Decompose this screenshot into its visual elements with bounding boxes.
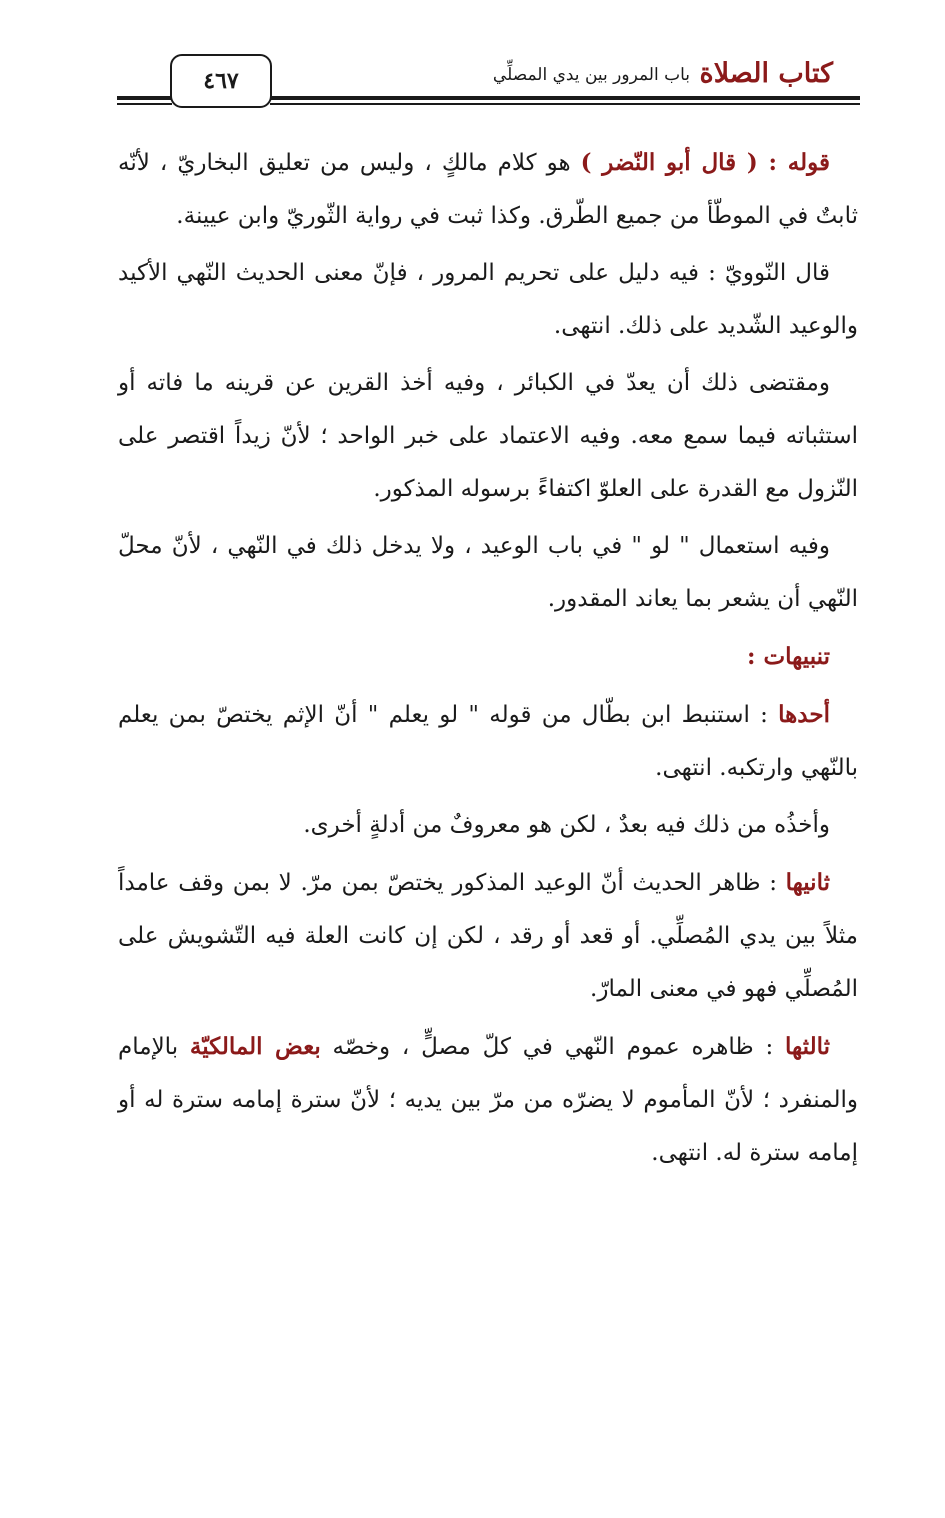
paragraph bbox=[118, 688, 858, 795]
paragraph-text: : استنبط ابن بطّال من قوله " لو يعلم " أنّ الإثم يختصّ بمن يعلم بالنّهي وارتكبه. انتهى. bbox=[118, 702, 858, 781]
paragraph-lead: ثانيها bbox=[785, 869, 830, 896]
book-title: كتاب الصلاة bbox=[699, 58, 833, 89]
paragraph bbox=[118, 520, 858, 626]
paragraph-lead: أحدها bbox=[778, 701, 830, 728]
paragraph bbox=[118, 247, 858, 353]
page-number-box bbox=[170, 54, 272, 108]
paragraph-text: : ظاهره عموم النّهي في كلّ مصلٍّ ، وخصّه bbox=[320, 1034, 786, 1060]
main-text bbox=[118, 136, 858, 1184]
paragraph-text: : ظاهر الحديث أنّ الوعيد المذكور يختصّ بمن مرّ. لا بمن وقف عامداً مثلاً بين يدي المُصلِّي. أو قعد أو رقد ، لكن إن كانت العلة فيه التّشويش على المُصلِّي فهو في معنى المارّ. bbox=[118, 870, 858, 1002]
section-heading-text: تنبيهات : bbox=[747, 643, 830, 670]
paragraph-highlight: بعض المالكيّة bbox=[189, 1033, 321, 1060]
page-header bbox=[0, 0, 945, 110]
paragraph-text: ومقتضى ذلك أن يعدّ في الكبائر ، وفيه أخذ القرين عن قرينه ما فاته أو استثباته فيما سمع معه. وفيه الاعتماد على خبر الواحد ؛ لأنّ زيداً اقتصر على النّزول مع القدرة على العلوّ اكتفاءً برسوله المذكور. bbox=[118, 370, 858, 502]
paragraph-text: وفيه استعمال " لو " في باب الوعيد ، ولا يدخل ذلك في النّهي ، لأنّ محلّ النّهي أن يشعر بما يعاند المقدور. bbox=[118, 533, 858, 612]
paragraph-text: وأخذُه من ذلك فيه بعدٌ ، لكن هو معروفٌ من أدلةٍ أخرى. bbox=[303, 812, 830, 838]
paragraph-lead: ثالثها bbox=[785, 1033, 830, 1060]
paragraph bbox=[118, 1020, 858, 1180]
paragraph bbox=[118, 799, 858, 852]
chapter-title: باب المرور بين يدي المصلِّي bbox=[492, 65, 690, 85]
paragraph-text: هو كلام مالكٍ ، وليس من تعليق البخاريّ ، لأنّه ثابتٌ في الموطّأ من جميع الطّرق. وكذا ثبت في رواية الثّوريّ وابن عيينة. bbox=[118, 150, 858, 229]
paragraph-lead: قوله : ( قال أبو النّضر ) bbox=[580, 149, 831, 176]
paragraph-text: قال النّوويّ : فيه دليل على تحريم المرور ، فإنّ معنى الحديث النّهي الأكيد والوعيد الشّديد على ذلك. انتهى. bbox=[118, 260, 858, 339]
section-heading bbox=[118, 630, 858, 684]
paragraph bbox=[118, 856, 858, 1016]
paragraph-text: بالإمام والمنفرد ؛ لأنّ المأموم لا يضرّه من مرّ بين يديه ؛ لأنّ سترة إمامه سترة له أو إمامه سترة له. انتهى. bbox=[118, 1034, 858, 1166]
paragraph bbox=[118, 357, 858, 516]
paragraph bbox=[118, 136, 858, 243]
page-number: ٤٦٧ bbox=[203, 68, 239, 94]
